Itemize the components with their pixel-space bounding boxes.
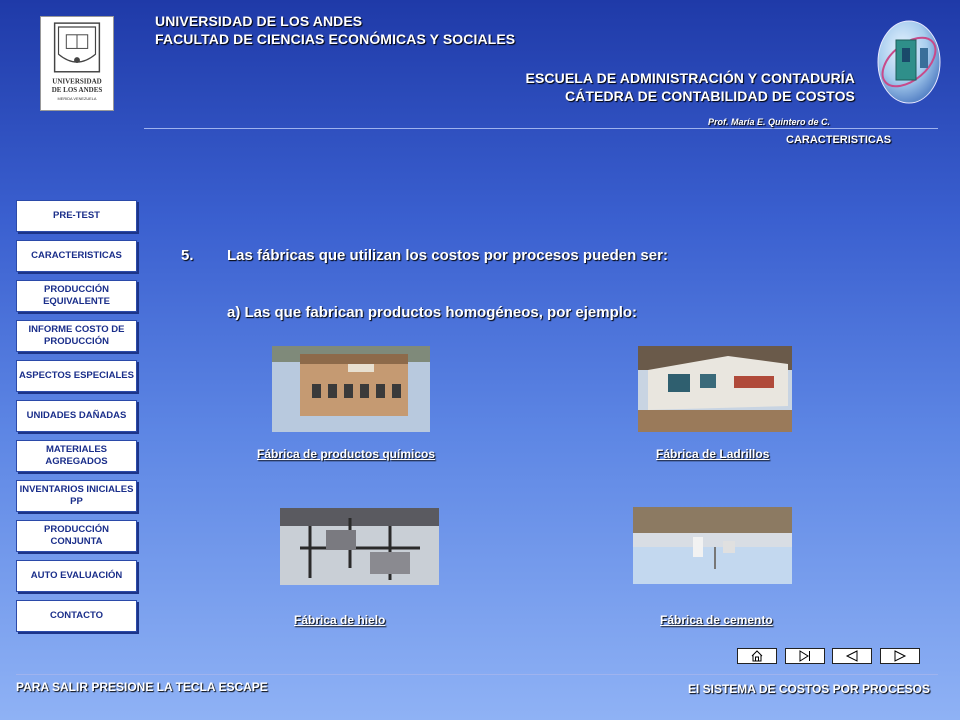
end-icon xyxy=(797,650,813,662)
logo-text-2: DE LOS ANDES xyxy=(51,86,103,95)
exit-hint: PARA SALIR PRESIONE LA TECLA ESCAPE xyxy=(16,680,268,694)
header-divider xyxy=(144,128,938,129)
university-name: UNIVERSIDAD DE LOS ANDES xyxy=(155,13,363,29)
sub-item-text: a) Las que fabrican productos homogéneos, por ejemplo: xyxy=(227,304,638,321)
question-text: Las fábricas que utilizan los costos por procesos pueden ser: xyxy=(227,247,668,264)
nav-caracteristicas-button[interactable]: CARACTERISTICAS xyxy=(16,240,137,272)
brick-factory-image xyxy=(638,346,792,432)
nav-aspectos-especiales-button[interactable]: ASPECTOS ESPECIALES xyxy=(16,360,137,392)
nav-informe-costo-button[interactable]: INFORME COSTO DE PRODUCCIÓN xyxy=(16,320,137,352)
logo-text-3: MERIDA VENEZUELA xyxy=(57,95,97,101)
chemical-factory-image xyxy=(272,346,430,432)
cement-factory-image xyxy=(633,507,792,584)
nav-contacto-button[interactable]: CONTACTO xyxy=(16,600,137,632)
system-title: El SISTEMA DE COSTOS POR PROCESOS xyxy=(687,682,930,696)
nav-materiales-agregados-button[interactable]: MATERIALES AGREGADOS xyxy=(16,440,137,472)
next-icon xyxy=(892,650,908,662)
ice-factory-image xyxy=(280,508,439,585)
nav-produccion-equivalente-button[interactable]: PRODUCCIÓN EQUIVALENTE xyxy=(16,280,137,312)
chair-name: CÁTEDRA DE CONTABILIDAD DE COSTOS xyxy=(564,88,855,104)
school-name: ESCUELA DE ADMINISTRACIÓN Y CONTADURÍA xyxy=(525,70,855,86)
previous-button[interactable] xyxy=(832,648,872,664)
footer-divider xyxy=(16,674,938,675)
globe-icon xyxy=(876,18,942,106)
nav-pre-test-button[interactable]: PRE-TEST xyxy=(16,200,137,232)
brick-factory-caption: Fábrica de Ladrillos xyxy=(656,447,770,461)
previous-icon xyxy=(844,650,860,662)
chemical-factory-caption: Fábrica de productos químicos xyxy=(257,447,436,461)
cement-factory-caption: Fábrica de cemento xyxy=(660,613,773,627)
next-button[interactable] xyxy=(880,648,920,664)
question-number: 5. xyxy=(181,247,194,264)
university-logo xyxy=(40,16,114,111)
home-icon xyxy=(750,650,764,662)
section-title: CARACTERISTICAS xyxy=(786,134,892,146)
home-button[interactable] xyxy=(737,648,777,664)
end-button[interactable] xyxy=(785,648,825,664)
ice-factory-caption: Fábrica de hielo xyxy=(294,613,386,627)
logo-text-1: UNIVERSIDAD xyxy=(52,77,102,86)
professor-name: Prof. María E. Quintero de C. xyxy=(708,117,831,127)
nav-auto-evaluacion-button[interactable]: AUTO EVALUACIÓN xyxy=(16,560,137,592)
nav-inventarios-iniciales-button[interactable]: INVENTARIOS INICIALES PP xyxy=(16,480,137,512)
faculty-name: FACULTAD DE CIENCIAS ECONÓMICAS Y SOCIALES xyxy=(155,31,516,47)
nav-unidades-danadas-button[interactable]: UNIDADES DAÑADAS xyxy=(16,400,137,432)
nav-produccion-conjunta-button[interactable]: PRODUCCIÓN CONJUNTA xyxy=(16,520,137,552)
